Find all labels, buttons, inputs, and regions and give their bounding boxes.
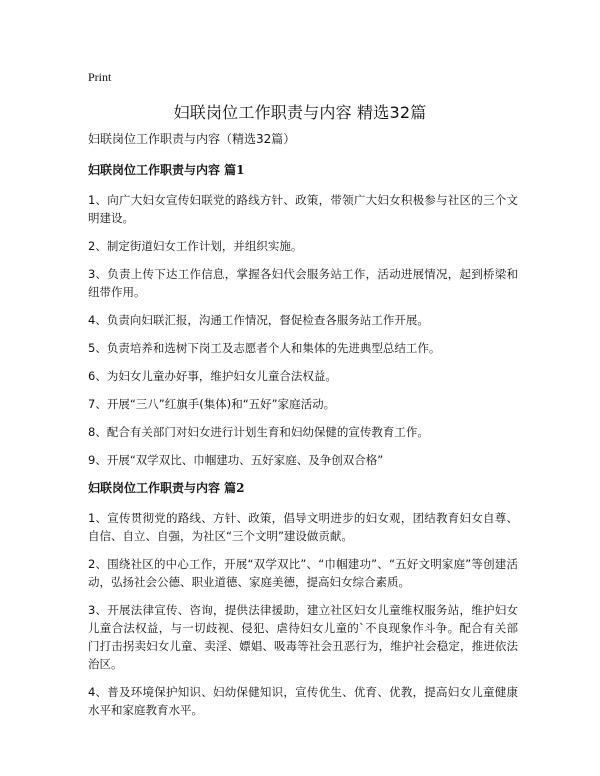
section-1 [88, 161, 518, 469]
paragraph: 4、普及环境保护知识、妇幼保健知识，宣传优生、优育、优教，提高妇女儿童健康水平和家庭教育水平。 [88, 685, 518, 717]
paragraph: 2、制定街道妇女工作计划，并组织实施。 [88, 239, 303, 253]
section-heading: 妇联岗位工作职责与内容 篇2 [88, 481, 245, 495]
paragraph: 3、开展法律宣传、咨询，提供法律援助，建立社区妇女儿童维权服务站，维护妇女儿童合法权益，与一切歧视、侵犯、虐待妇女儿童的`不良现象作斗争。配合有关部门打击拐卖妇女儿童、卖淫、嫖娼、吸毒等社会丑恶行为，维护社会稳定，推进依法治区。 [88, 603, 518, 671]
paragraph: 9、开展“双学双比、巾帼建功、五好家庭、及争创双合格” [88, 453, 384, 467]
print-label[interactable]: Print [88, 70, 112, 84]
paragraph: 4、负责向妇联汇报，沟通工作情况，督促检查各服务站工作开展。 [88, 313, 429, 327]
section-2 [88, 479, 518, 719]
paragraph: 8、配合有关部门对妇女进行计划生育和妇幼保健的宣传教育工作。 [88, 425, 429, 439]
document-content [88, 130, 518, 729]
paragraph: 2、围绕社区的中心工作，开展“双学双比”、“巾帼建功”、“五好文明家庭”等创建活动，弘扬社会公德、职业道德、家庭美德，提高妇女综合素质。 [88, 557, 518, 589]
document-subtitle: 妇联岗位工作职责与内容（精选32篇） [88, 132, 296, 146]
paragraph: 1、向广大妇女宣传妇联党的路线方针、政策，带领广大妇女积极参与社区的三个文明建设。 [88, 193, 518, 225]
paragraph: 5、负责培养和选树下岗工及志愿者个人和集体的先进典型总结工作。 [88, 341, 441, 355]
paragraph: 7、开展“三八”红旗手(集体)和“五好”家庭活动。 [88, 397, 336, 411]
paragraph: 3、负责上传下达工作信息，掌握各妇代会服务站工作，活动进展情况，起到桥梁和纽带作用。 [88, 267, 518, 299]
paragraph: 1、宣传贯彻党的路线、方针、政策，倡导文明进步的妇女观，团结教育妇女自尊、自信、自立、自强，为社区“三个文明”建设做贡献。 [88, 511, 518, 543]
document-title: 妇联岗位工作职责与内容 精选32篇 [173, 103, 427, 122]
section-heading: 妇联岗位工作职责与内容 篇1 [88, 163, 245, 177]
paragraph: 6、为妇女儿童办好事，维护妇女儿童合法权益。 [88, 369, 337, 383]
